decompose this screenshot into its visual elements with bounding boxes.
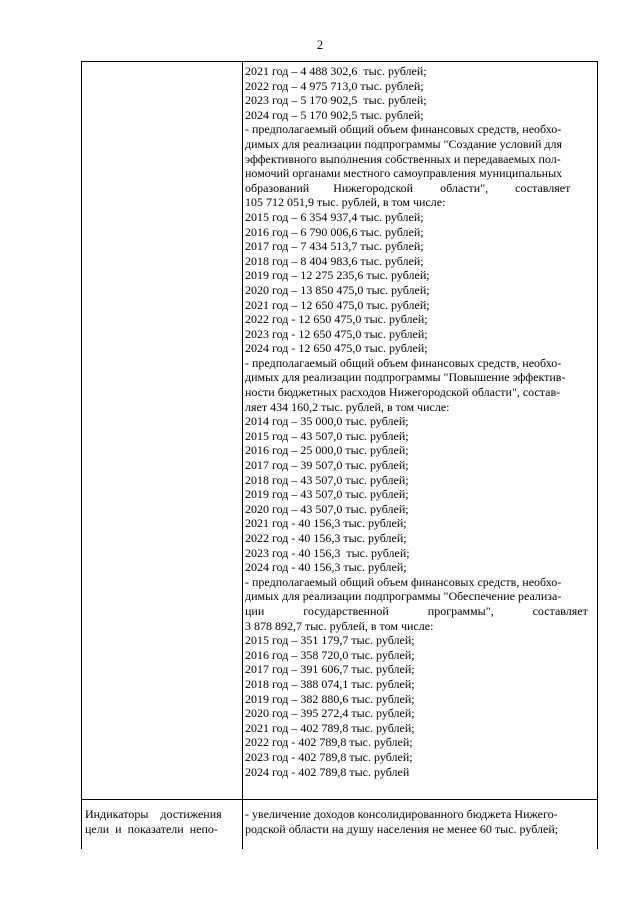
table-border-top xyxy=(81,61,598,62)
text-line: 2024 год - 402 789,8 тыс. рублей xyxy=(245,764,410,779)
text-line: 2022 год – 4 975 713,0 тыс. рублей; xyxy=(245,78,424,93)
text-line: 2016 год – 6 790 006,6 тыс. рублей; xyxy=(245,224,424,239)
text-line: 2021 год – 402 789,8 тыс. рублей; xyxy=(245,720,415,735)
text-line: 2017 год – 39 507,0 тыс. рублей; xyxy=(245,458,409,473)
table-column-divider xyxy=(242,61,243,849)
text-line: 2018 год – 388 074,1 тыс. рублей; xyxy=(245,676,415,691)
text-line: 2017 год – 7 434 513,7 тыс. рублей; xyxy=(245,239,424,254)
indicators-value-line: - увеличение доходов консолидированного бюджета Нижего- xyxy=(245,807,558,821)
text-line: 2015 год – 43 507,0 тыс. рублей; xyxy=(245,428,409,443)
text-line: номочий органами местного самоуправления муниципальных xyxy=(245,166,563,181)
text-line: 2023 год – 5 170 902,5 тыс. рублей; xyxy=(245,93,427,108)
text-line: 2019 год – 382 880,6 тыс. рублей; xyxy=(245,691,415,706)
text-line: 2018 год – 43 507,0 тыс. рублей; xyxy=(245,472,409,487)
text-line: образований Нижегородской области", составляет xyxy=(245,180,571,195)
indicators-label-line: цели и показатели непо- xyxy=(85,821,218,836)
text-line: 2024 год – 5 170 902,5 тыс. рублей; xyxy=(245,107,424,122)
text-line: - предполагаемый общий объем финансовых средств, необхо- xyxy=(245,122,562,137)
text-line: 2022 год - 12 650 475,0 тыс. рублей; xyxy=(245,312,428,327)
indicators-value-line: родской области на душу населения не менее 60 тыс. рублей; xyxy=(245,821,559,836)
text-line: 2015 год – 6 354 937,4 тыс. рублей; xyxy=(245,209,424,224)
text-line: 2023 год - 40 156,3 тыс. рублей; xyxy=(245,545,410,560)
indicators-label-line: Индикаторы достижения xyxy=(85,807,222,821)
text-line: 2024 год - 12 650 475,0 тыс. рублей; xyxy=(245,341,428,356)
page-number: 2 xyxy=(316,38,324,52)
text-line: 2017 год – 391 606,7 тыс. рублей; xyxy=(245,662,415,677)
text-line: 2015 год – 351 179,7 тыс. рублей; xyxy=(245,633,415,648)
text-line: 2016 год – 25 000,0 тыс. рублей; xyxy=(245,443,409,458)
text-line: 2022 год - 402 789,8 тыс. рублей; xyxy=(245,735,413,750)
text-line: 2020 год – 43 507,0 тыс. рублей; xyxy=(245,501,409,516)
table-border-left xyxy=(81,61,82,849)
text-line: ности бюджетных расходов Нижегородской области", состав- xyxy=(245,385,561,400)
text-line: 2024 год - 40 156,3 тыс. рублей; xyxy=(245,560,407,575)
text-line: 2022 год - 40 156,3 тыс. рублей; xyxy=(245,531,407,545)
text-line: 2020 год – 13 850 475,0 тыс. рублей; xyxy=(245,282,430,297)
text-line: 2014 год – 35 000,0 тыс. рублей; xyxy=(245,414,409,429)
table-row-divider xyxy=(81,799,598,800)
text-line: 2016 год – 358 720,0 тыс. рублей; xyxy=(245,647,415,662)
text-line: 3 878 892,7 тыс. рублей, в том числе: xyxy=(245,618,434,633)
program-table xyxy=(81,61,598,849)
text-line: 2021 год - 40 156,3 тыс. рублей; xyxy=(245,516,407,531)
text-line: ляет 434 160,2 тыс. рублей, в том числе: xyxy=(245,399,450,414)
table-border-right xyxy=(597,61,598,849)
text-line: 2019 год – 12 275 235,6 тыс. рублей; xyxy=(245,268,430,283)
text-line: - предполагаемый общий объем финансовых средств, необхо- xyxy=(245,574,562,589)
text-line: 2020 год – 395 272,4 тыс. рублей; xyxy=(245,706,415,721)
text-line: 105 712 051,9 тыс. рублей, в том числе: xyxy=(245,195,446,210)
indicators-value-cell xyxy=(245,807,594,836)
indicators-label-cell xyxy=(85,807,242,836)
text-line: 2021 год – 12 650 475,0 тыс. рублей; xyxy=(245,297,430,312)
financing-cell xyxy=(245,64,594,779)
text-line: 2019 год – 43 507,0 тыс. рублей; xyxy=(245,487,409,502)
text-line: ции государственной программы", составляет xyxy=(245,603,588,618)
text-line: 2023 год - 402 789,8 тыс. рублей; xyxy=(245,749,413,764)
text-line: димых для реализации подпрограммы "Обеспечение реализа- xyxy=(245,589,562,604)
text-line: - предполагаемый общий объем финансовых средств, необхо- xyxy=(245,355,562,370)
text-line: 2018 год – 8 404 983,6 тыс. рублей; xyxy=(245,253,424,268)
text-line: эффективного выполнения собственных и передаваемых пол- xyxy=(245,151,561,166)
text-line: димых для реализации подпрограммы "Создание условий для xyxy=(245,136,563,151)
text-line: димых для реализации подпрограммы "Повышение эффектив- xyxy=(245,370,566,385)
text-line: 2023 год - 12 650 475,0 тыс. рублей; xyxy=(245,326,428,341)
text-line: 2021 год – 4 488 302,6 тыс. рублей; xyxy=(245,64,427,78)
